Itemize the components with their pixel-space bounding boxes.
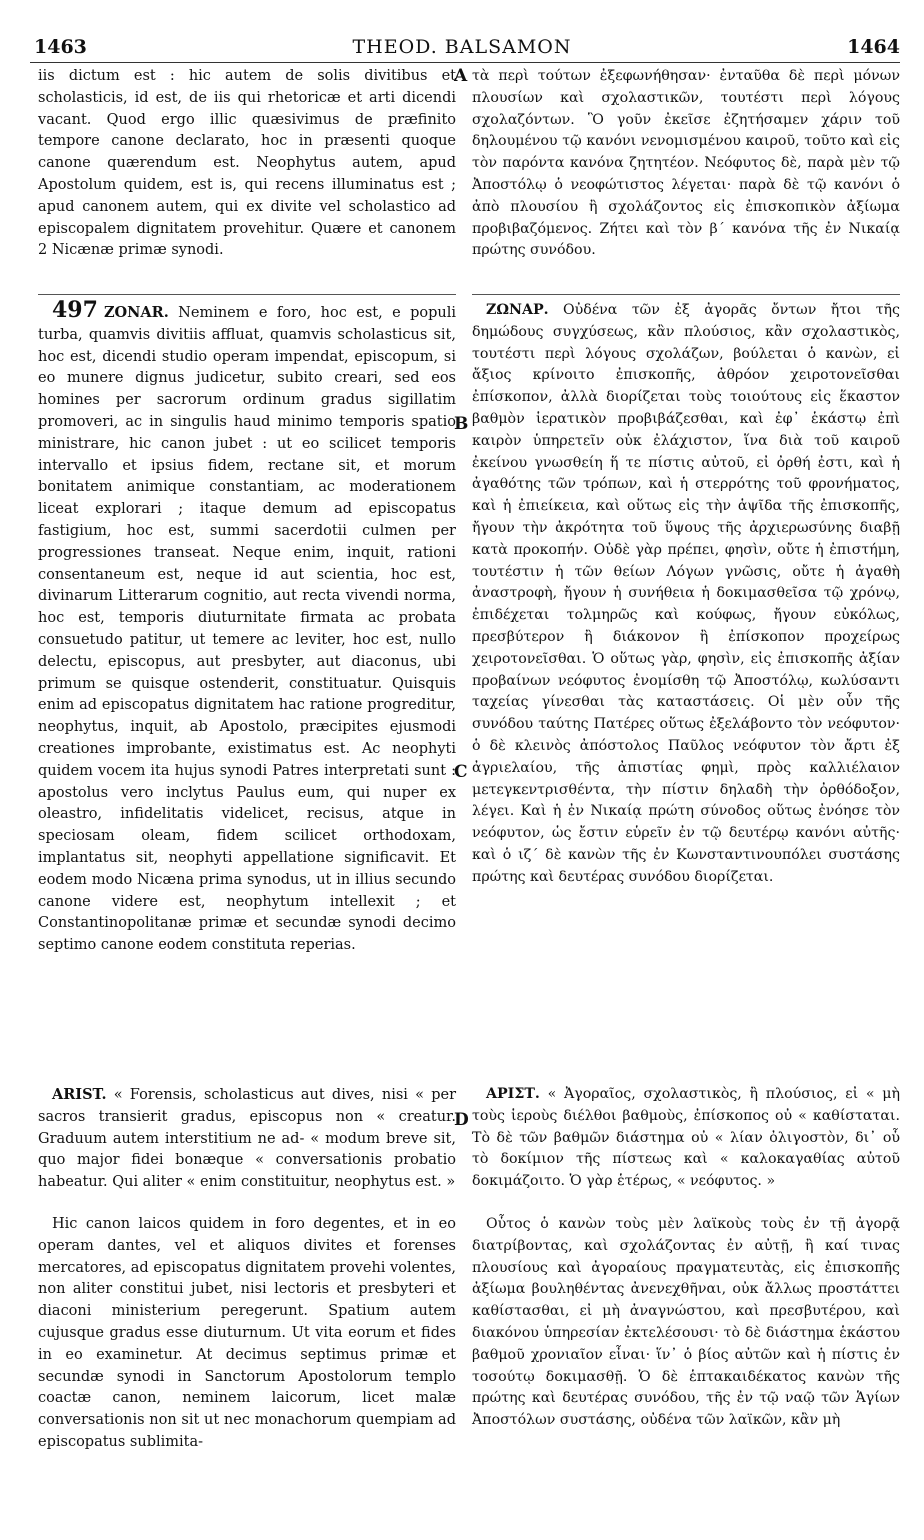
margin-letter-c: C: [454, 762, 468, 782]
latin-paragraph-zonaras: [38, 297, 456, 957]
latin-paragraph-1: iis dictum est : hic autem de solis divitibus et scholasticis, id est, de iis qui rhetoricæ et arti dicendi vacant. Quod ergo illic quæsivimus de præfinito tempore canone declarato, hoc in præsenti quoque canone quærendum est. Neophytus autem, apud Apostolum quidem, est is, qui recens illuminatus est ; apud canonem autem, qui ex divite vel scholastico ad episcopalem dignitatem provehitur. Quære et canonem 2 Nicænæ primæ synodi.: [38, 68, 456, 259]
canon-number: 497: [52, 297, 98, 323]
greek-paragraph-aristenus: [472, 1084, 900, 1193]
running-title: THEOD. BALSAMON: [352, 36, 572, 58]
margin-letter-a: A: [454, 66, 468, 86]
latin-paragraph-aristenus: [38, 1084, 456, 1194]
section-rule-greek: [472, 294, 900, 295]
latin-paragraph-balsamon: Hic canon laicos quidem in foro degentes, et in eo operam dantes, vel et aliquos divites et forenses mercatores, ad episcopatus dignitatem provehi volentes, non aliter constitui jubet, nisi lectoris et presbyteri et diaconi ministerium peregerunt. Spatium autem cujusque gradus esse diuturnum. Ut vita eorum et fides in eo examinetur. At decimus septimus primæ et secundæ synodi in Sanctorum Apostolorum templo coactæ canon, neminem laicorum, licet malæ conversationis non sit ut nec monachorum quempiam ad episcopatus sublimita-: [38, 1216, 456, 1450]
commentator-label-zonar: ZONAR.: [103, 304, 169, 321]
greek-paragraph-1: τὰ περὶ τούτων ἐξεφωνήθησαν· ἐνταῦθα δὲ περὶ μόνων πλουσίων καὶ σχολαστικῶν, τουτέστι περὶ λόγους σχολαζόντων. Ὃ γοῦν ἐκεῖσε ἐζητήσαμεν χάριν τοῦ δηλουμένου τῷ κανόνι νενομισμένου καιροῦ, τοῦτο καὶ εἰς τὸν παρόντα κανόνα ζητητέον. Νεόφυτος δὲ, παρὰ μὲν τῷ Ἀποστόλῳ ὁ νεοφώτιστος λέγεται· παρὰ δὲ τῷ κανόνι ὁ ἀπὸ πλουσίου ἢ σχολάζοντος εἰς ἐπισκοπικὸν ἀξίωμα προβιβαζόμενος. Ζήτει καὶ τὸν β΄ κανόνα τῆς ἐν Νικαίᾳ πρώτης συνόδου.: [472, 68, 900, 259]
commentator-label-zonar-greek: ΖΩΝΑΡ.: [486, 302, 549, 318]
header-rule: [30, 62, 900, 63]
aristenus-greek-text: « Ἀγοραῖος, σχολαστικὸς, ἢ πλούσιος, εἰ « μὴ τοὺς ἱεροὺς διέλθοι βαθμοὺς, ἐπίσκοπος οὐ « καθίσταται. Τὸ δὲ τῶν βαθμῶν διάστημα οὐ « λίαν ὀλιγοστὸν, δι᾿ οὗ τὸ δοκίμιον τῆς πίστεως καὶ « καλοκαγαθίας αὐτοῦ δοκιμάζοιτο. Ὁ γὰρ ἑτέρως, « νεόφυτος. »: [472, 1086, 900, 1190]
margin-letter-b: B: [454, 414, 469, 434]
commentator-label-arist: ARIST.: [52, 1086, 107, 1103]
margin-letter-d: D: [454, 1110, 469, 1130]
section-rule: [38, 294, 456, 295]
commentator-label-arist-greek: ΑΡΙΣΤ.: [486, 1086, 540, 1102]
running-header: [0, 30, 924, 64]
greek-paragraph-balsamon: Οὗτος ὁ κανὼν τοὺς μὲν λαϊκοὺς τοὺς ἐν τῇ ἀγορᾷ διατρίβοντας, καὶ σχολάζοντας ἐν αὐτῇ, ἢ καί τινας πλουσίους καὶ ἀγοραίους πραγματευτὰς, εἰς ἐπισκοπῆς ἀξίωμα βουληθέντας ἀνενεχθῆναι, οὐκ ἄλλως προστάττει καθίστασθαι, εἰ μὴ ἀναγνώστου, καὶ πρεσβυτέρου, καὶ διακόνου ὑπηρεσίαν ἐκτελέσουσι· τὸ δὲ διάστημα ἑκάστου βαθμοῦ χρονιαῖον εἶναι· ἵν᾿ ὁ βίος αὐτῶν καὶ ἡ πίστις ἐν τοσούτῳ δοκιμασθῇ. Ὁ δὲ ἑπτακαιδέκατος κανὼν τῆς πρώτης καὶ δευτέρας συνόδου, τῆς ἐν τῷ ναῷ τῶν Ἁγίων Ἀποστόλων συστάσης, οὐδένα τῶν λαϊκῶν, κἂν μὴ: [472, 1216, 900, 1429]
zonaras-latin-text: Neminem e foro, hoc est, e populi turba, quamvis divitiis affluat, quamvis scholasticus sit, hoc est, dicendi studio operam impendat, episcopum, si eo munere dignus judicetur, subito creari, sed eos homines per sacrorum ordinum gradus sigillatim promoveri, ac in singulis haud minimo temporis spatio ministrare, hic canon jubet : ut eo scilicet temporis intervallo et ipsius fidem, rectane sit, et morum bonitatem animique constantiam, ac moderationem liceat explorari ; itaque demum ad episcopatus fastigium, hoc est, summi sacerdotii culmen per progressiones transeat. Neque enim, inquit, rationi consentaneum est, neque id aut scientia, hoc est, divinarum Litterarum cognitio, aut recta vivendi norma, hoc est, temporis diuturnitate firmata ac probata consuetudo patitur, ut temere ac leviter, hoc est, nullo delectu, episcopus, aut presbyter, aut diaconus, ubi primum se quisque ostenderit, constituatur. Quisquis enim ad episcopatus dignitatem hac ratione progreditur, neophytus, inquit, ab Apostolo, præcipites ejusmodi creationes improbante, existimatus est. Ac neophyti quidem vocem ita hujus synodi Patres interpretati sunt : apostolus vero inclytus Paulus eum, qui nuper ex oleastro, infidelitatis videlicet, recisus, atque in speciosam oleam, fidem scilicet orthodoxam, implantatus sit, neophyti appellatione significavit. Et eodem modo Nicæna prima synodus, ut in illius secundo canone videre est, neophytum intellexit ; et Constantinopolitanæ primæ et secundæ synodi decimo septimo canone eodem constituta reperias.: [38, 305, 456, 954]
greek-paragraph-zonaras: [472, 300, 900, 889]
zonaras-greek-text: Οὐδένα τῶν ἐξ ἀγορᾶς ὄντων ἤτοι τῆς δημώδους συγχύσεως, κἂν πλούσιος, κἂν σχολαστικὸς, τουτέστι περὶ λόγους σχολάζων, βούλεται ὁ κανὼν, εἰ ἄξιος κρίνοιτο ἐπισκοπῆς, ἀθρόον χειροτονεῖσθαι ἐπίσκοπον, ἀλλὰ διορίζεται τοὺς τοιούτους εἰς ἕκαστον βαθμὸν ἱερατικὸν προβιβάζεσθαι, καὶ ἐφ᾿ ἑκάστῳ ἐπὶ καιρὸν ὑπηρετεῖν οὐκ ἐλάχιστον, ἵνα διὰ τοῦ καιροῦ ἐκείνου γνωσθείη ἥ τε πίστις αὐτοῦ, εἰ ὀρθή ἐστι, καὶ ἡ ἀγαθότης τῶν τρόπων, καὶ ἡ στερρότης τοῦ φρονήματος, καὶ ἡ ἐπιείκεια, καὶ οὕτως εἰς τὴν ἁψῖδα τῆς ἐπισκοπῆς, ἤγουν τὴν ἀκρότητα τοῦ ὕψους τῆς ἀρχιερωσύνης διαβῇ κατὰ προκοπήν. Οὐδὲ γὰρ πρέπει, φησὶν, οὔτε ἡ ἐπιστήμη, τουτέστιν ἡ τῶν θείων Λόγων γνῶσις, οὔτε ἡ ἀγαθὴ ἀναστροφὴ, ἤγουν ἡ συνήθεια ἡ δοκιμασθεῖσα τῷ χρόνῳ, ἐπιδέχεται τολμηρῶς καὶ κούφως, ἤγουν εὐκόλως, πρεσβύτερον ἢ διάκονον ἢ ἐπίσκοπον προχείρως χειροτονεῖσθαι. Ὁ οὕτως γὰρ, φησὶν, εἰς ἐπισκοπῆς ἀξίαν προβαίνων νεόφυτος ἐνομίσθη τῷ Ἀποστόλῳ, κωλύσαντι ταχείας γίνεσθαι τὰς καταστάσεις. Οἱ μὲν οὖν τῆς συνόδου ταύτης Πατέρες οὕτως ἐξελάβοντο τὸν νεόφυτον· ὁ δὲ κλεινὸς ἀπόστολος Παῦλος νεόφυτον τὸν ἄρτι ἐξ ἀγριελαίου, τῆς ἀπιστίας φημὶ, πρὸς καλλιέλαιον μετεγκεντρισθέντα, τὴν πίστιν δηλαδὴ τὴν ὀρθόδοξον, λέγει. Καὶ ἡ ἐν Νικαίᾳ πρώτη σύνοδος οὕτως ἐνόησε τὸν νεόφυτον, ὡς ἔστιν εὑρεῖν ἐν τῷ δευτέρῳ κανόνι αὐτῆς· καὶ ὁ ιζ΄ δὲ κανὼν τῆς ἐν Κωνσταντινουπόλει συστάσης πρώτης καὶ δευτέρας συνόδου διορίζεται.: [472, 302, 900, 885]
aristenus-latin-text: « Forensis, scholasticus aut dives, nisi « per sacros transierit gradus, episcopus non « creatur. Graduum autem interstitium ne ad- « modum breve sit, quo major fidei bonæque « conversationis probatio habeatur. Qui aliter « enim constituitur, neophytus est. »: [38, 1087, 456, 1191]
page-number-right: 1464: [847, 36, 900, 58]
page-number-left: 1463: [34, 36, 87, 58]
